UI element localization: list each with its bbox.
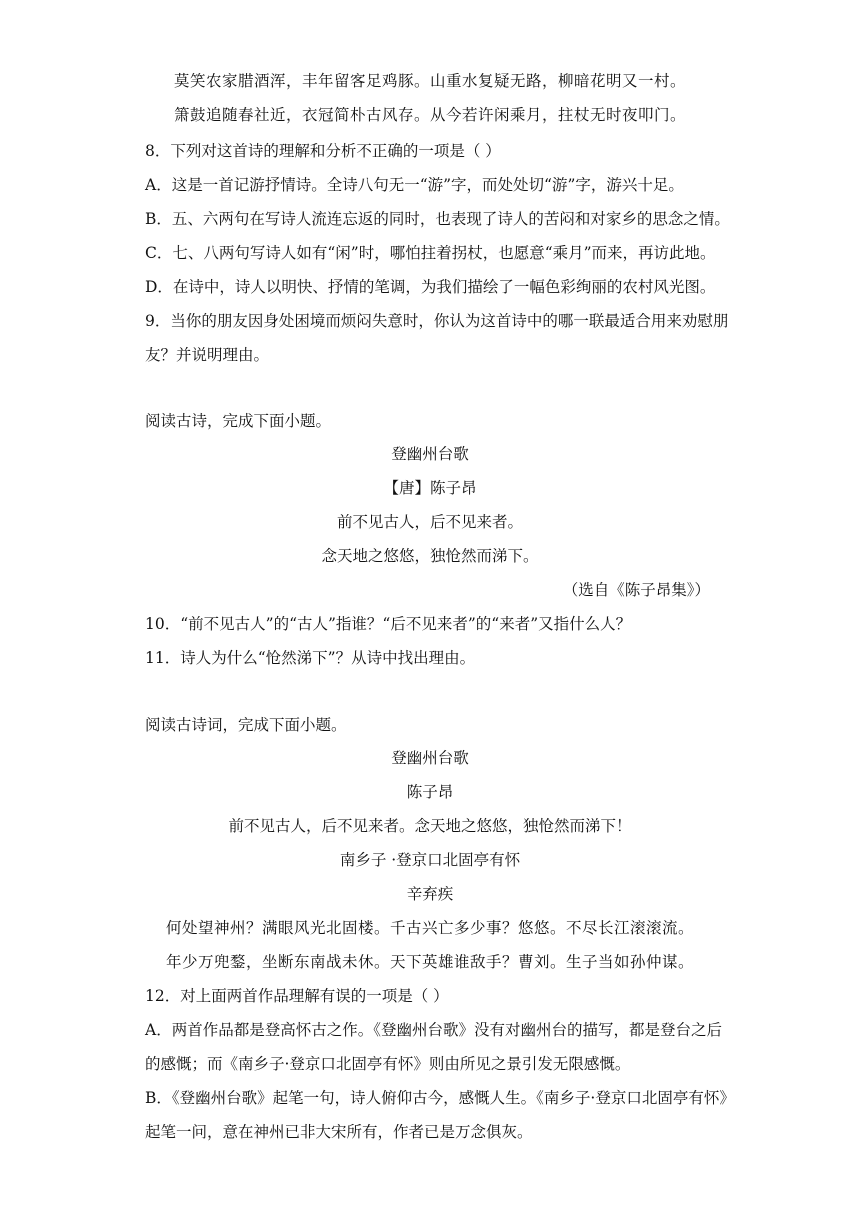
section2-intro: 阅读古诗，完成下面小题。 bbox=[145, 412, 332, 430]
question-12-stem: 12．对上面两首作品理解有误的一项是（ ） bbox=[145, 987, 449, 1005]
section2-poem-line2: 念天地之悠悠，独怆然而涕下。 bbox=[321, 547, 539, 565]
section2-poem-title: 登幽州台歌 bbox=[391, 445, 469, 463]
question-12-option-b-line1: B．《登幽州台歌》起笔一句，诗人俯仰古今，感慨人生。《南乡子·登京口北固亭有怀》 bbox=[145, 1089, 735, 1107]
section3-poem2-line1: 何处望神州？满眼风光北固楼。千古兴亡多少事？悠悠。不尽长江滚滚流。 bbox=[165, 919, 694, 937]
section3-poem1-author: 陈子昂 bbox=[406, 783, 454, 801]
section3-poem2-author: 辛弃疾 bbox=[406, 885, 454, 903]
question-12-option-a-line1: A．两首作品都是登高怀古之作。《登幽州台歌》没有对幽州台的描写，都是登台之后 bbox=[145, 1021, 722, 1039]
section2-poem-author: 【唐】陈子昂 bbox=[383, 479, 477, 497]
question-8-option-b: B．五、六两句在写诗人流连忘返的同时，也表现了诗人的苦闷和对家乡的思念之情。 bbox=[145, 210, 730, 228]
question-12-option-b-line2: 起笔一问，意在神州已非大宋所有，作者已是万念俱灰。 bbox=[145, 1123, 533, 1141]
question-10: 10．“前不见古人”的“古人”指谁？“后不见来者”的“来者”又指什么人？ bbox=[145, 615, 632, 633]
question-11: 11．诗人为什么“怆然涕下”？从诗中找出理由。 bbox=[145, 649, 476, 667]
question-9-line1: 9．当你的朋友因身处困境而烦闷失意时，你认为这首诗中的哪一联最适合用来劝慰朋 bbox=[145, 312, 729, 330]
section3-poem1-text: 前不见古人，后不见来者。念天地之悠悠，独怆然而涕下！ bbox=[228, 817, 632, 835]
question-8-stem: 8．下列对这首诗的理解和分析不正确的一项是（ ） bbox=[145, 142, 501, 160]
question-12-option-a-line2: 的感慨；而《南乡子·登京口北固亭有怀》则由所见之景引发无限感慨。 bbox=[145, 1055, 631, 1073]
question-9-line2: 友？并说明理由。 bbox=[145, 346, 270, 364]
section3-poem2-line2: 年少万兜鍪，坐断东南战未休。天下英雄谁敌手？曹刘。生子当如孙仲谋。 bbox=[165, 953, 694, 971]
poem1-line1: 莫笑农家腊酒浑，丰年留客足鸡豚。山重水复疑无路，柳暗花明又一村。 bbox=[173, 72, 686, 90]
section3-intro: 阅读古诗词，完成下面小题。 bbox=[145, 716, 347, 734]
section2-poem-line1: 前不见古人，后不见来者。 bbox=[336, 513, 523, 531]
question-8-option-a: A．这是一首记游抒情诗。全诗八句无一“游”字，而处处切“游”字，游兴十足。 bbox=[145, 176, 684, 194]
section3-poem1-title: 登幽州台歌 bbox=[391, 749, 469, 767]
question-8-option-d: D．在诗中，诗人以明快、抒情的笔调，为我们描绘了一幅色彩绚丽的农村风光图。 bbox=[145, 278, 716, 296]
section2-source: （选自《陈子昂集》） bbox=[562, 581, 710, 599]
poem1-line2: 箫鼓追随春社近，衣冠简朴古风存。从今若许闲乘月，拄杖无时夜叩门。 bbox=[173, 106, 686, 124]
question-8-option-c: C．七、八两句写诗人如有“闲”时，哪怕拄着拐杖，也愿意“乘月”而来，再访此地。 bbox=[145, 244, 716, 262]
section3-poem2-title: 南乡子 ·登京口北固亭有怀 bbox=[339, 851, 521, 869]
